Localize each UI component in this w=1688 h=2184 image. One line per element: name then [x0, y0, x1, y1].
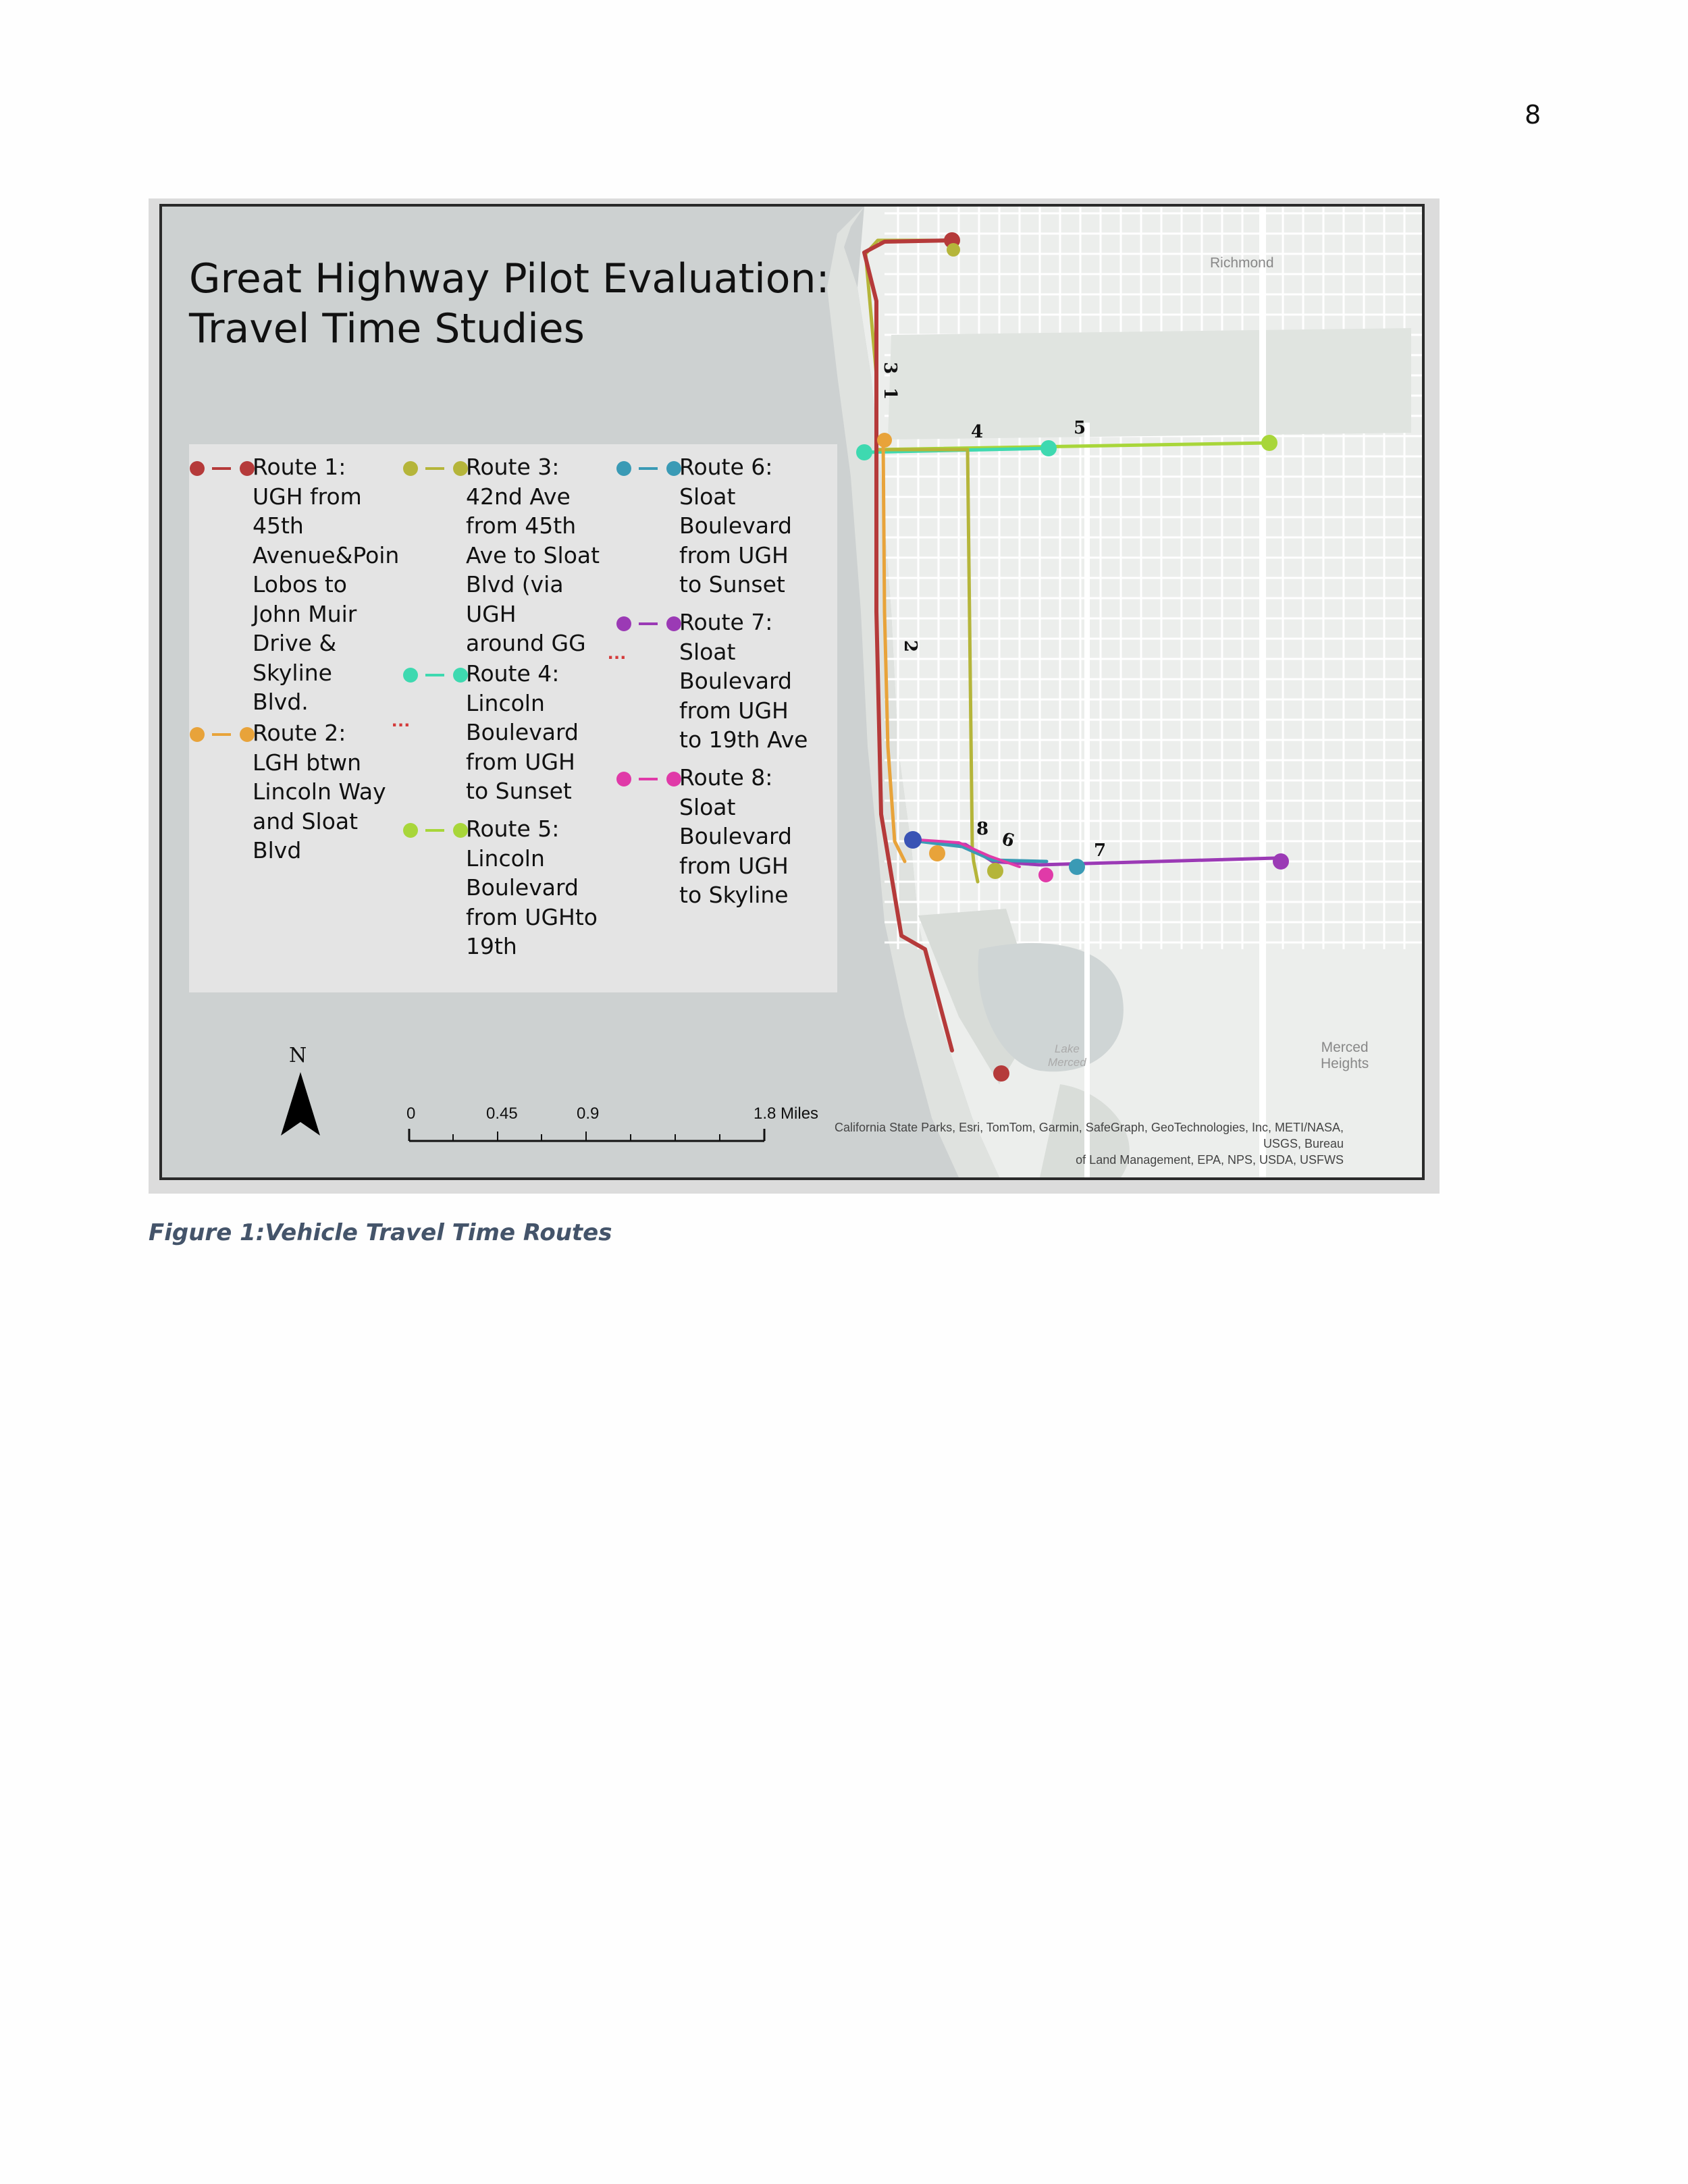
legend-item-route-1 — [253, 452, 399, 717]
legend-label-route-4: Route 4: Lincoln Boulevard from UGH to Sunset — [466, 660, 579, 804]
route-4-end-west — [856, 444, 872, 460]
legend-label-route-8: Route 8: Sloat Boulevard from UGH to Skyline — [679, 764, 792, 908]
legend-box — [189, 444, 837, 992]
figure-frame — [149, 198, 1440, 1194]
legend-label-route-2: Route 2: LGH btwn Lincoln Way and Sloat Blvd — [253, 720, 386, 863]
scale-bar — [408, 1125, 766, 1145]
route-marker-6: 6 — [999, 828, 1017, 852]
route-marker-8: 8 — [976, 819, 989, 839]
route-7-end-east — [1273, 853, 1289, 870]
route-map — [159, 204, 1425, 1180]
route-marker-3: 3 — [880, 362, 900, 375]
legend-label-route-1: Route 1: UGH from 45th Avenue&Poin Lobos to John Muir Drive & Skyline Blvd. — [253, 454, 400, 715]
route-3-end-north — [947, 243, 960, 257]
map-title-line-1: Great Highway Pilot Evaluation: — [189, 255, 830, 302]
place-label-lake-merced: Lake Merced — [1048, 1042, 1086, 1069]
north-arrow-icon — [277, 1071, 324, 1138]
route-2-end-south — [929, 845, 945, 861]
map-title — [189, 254, 830, 354]
map-credits: California State Parks, Esri, TomTom, Garmin, SafeGraph, GeoTechnologies, Inc, METI/NASA, USGS, Bureau of Land Management, EPA, NPS, USDA, USFWS — [835, 1121, 1344, 1167]
route-6-end-east — [1069, 859, 1085, 875]
scale-label-0: 0 — [406, 1104, 416, 1123]
route-marker-1: 1 — [880, 388, 900, 400]
legend-label-route-3: Route 3: 42nd Ave from 45th Ave to Sloat Blvd (via UGH around GG — [466, 454, 600, 656]
route-marker-2: 2 — [900, 640, 920, 653]
legend-truncation-route-1: ... — [392, 709, 411, 731]
route-marker-5: 5 — [1074, 418, 1086, 438]
legend-item-route-8 — [679, 763, 792, 910]
route-8-end-east — [1038, 868, 1053, 882]
legend-label-route-7: Route 7: Sloat Boulevard from UGH to 19th Ave — [679, 609, 808, 753]
place-label-richmond: Richmond — [1210, 255, 1274, 271]
legend-item-route-2 — [253, 718, 386, 865]
route-marker-7: 7 — [1094, 841, 1107, 861]
legend-item-route-6 — [679, 452, 792, 600]
place-label-merced-heights: Merced Heights — [1321, 1040, 1369, 1071]
route-4-end-east — [1040, 440, 1057, 456]
legend-item-route-3 — [466, 452, 600, 658]
golden-gate-park — [888, 328, 1411, 440]
legend-item-route-7 — [679, 608, 808, 755]
route-marker-4: 4 — [971, 422, 984, 442]
scale-label-0-9: 0.9 — [577, 1104, 600, 1123]
map-title-line-2: Travel Time Studies — [189, 305, 585, 352]
scale-label-0-45: 0.45 — [486, 1104, 518, 1123]
scale-label-1-8-miles: 1.8 Miles — [754, 1104, 819, 1123]
legend-truncation-route-3: ... — [608, 641, 627, 664]
figure-caption: Figure 1:Vehicle Travel Time Routes — [149, 1219, 612, 1246]
route-2-end-north — [877, 433, 892, 448]
route-3-end-south — [987, 863, 1003, 879]
route-5-end-east — [1261, 435, 1277, 451]
legend-item-route-5 — [466, 814, 598, 961]
north-arrow-label: N — [289, 1044, 307, 1067]
route-6-end-west — [904, 831, 922, 849]
legend-label-route-6: Route 6: Sloat Boulevard from UGH to Sunset — [679, 454, 792, 597]
route-1-end-south — [993, 1065, 1009, 1082]
legend-item-route-4 — [466, 659, 579, 806]
page-number: 8 — [1525, 100, 1541, 130]
legend-label-route-5: Route 5: Lincoln Boulevard from UGHto 19th — [466, 816, 598, 959]
